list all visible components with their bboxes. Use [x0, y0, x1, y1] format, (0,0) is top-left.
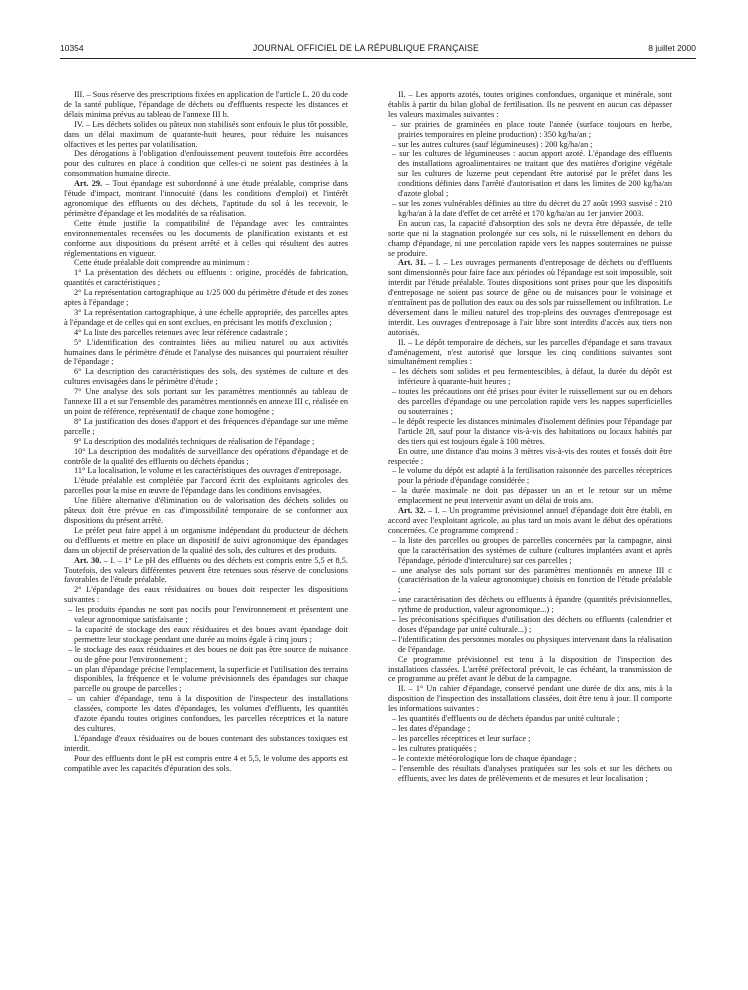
- list-item: [388, 486, 672, 506]
- paragraph-text: les produits épandus ne sont pas nocifs pour l'environnement et présentent une valeur agronomique satisfaisante ;: [74, 605, 348, 625]
- paragraph-text: les parcelles réceptrices et leur surface ;: [398, 733, 531, 743]
- paragraph-text: 10° La description des modalités de surveillance des opérations d'épandage et de contrôle de la qualité des effluents ou déchets épandus ;: [64, 446, 348, 466]
- paragraph-text: une analyse des sols portant sur des paramètres mentionnés en annexe III c (caractérisation de la valeur agronomique) choisis en fonction de l'étude préalable ;: [398, 565, 672, 595]
- article-heading: Art. 30.: [74, 555, 102, 565]
- paragraph: [64, 149, 348, 179]
- paragraph-text: Des dérogations à l'obligation d'enfouissement peuvent toutefois être accordées pour des cultures en place à condition que celles-ci ne soient pas destinées à la consommation humaine directe.: [64, 149, 348, 179]
- paragraph: [388, 90, 672, 120]
- list-item: [64, 605, 348, 625]
- paragraph-text: 8° La justification des doses d'apport et des fréquences d'épandage sur une même parcelle ;: [64, 416, 348, 436]
- paragraph: [64, 476, 348, 496]
- paragraph: [388, 219, 672, 259]
- page-number: 10354: [60, 43, 84, 53]
- list-item: [388, 635, 672, 655]
- paragraph: [64, 219, 348, 259]
- paragraph-text: 7° Une analyse des sols portant sur les paramètres mentionnés au tableau de l'annexe III a et sur l'ensemble des paramètres mentionnés en annexe III c, réalisée en un point de référence, représentatif de chaque zone homogène ;: [64, 387, 348, 416]
- paragraph: [64, 288, 348, 308]
- paragraph-text: II. – 1° Un cahier d'épandage, conservé pendant une durée de dix ans, mis à la disposition de l'inspection des installations classées, doit être tenu à jour. Il comporte les informations suivantes :: [388, 684, 672, 714]
- paragraph-text: L'étude préalable est complétée par l'accord écrit des exploitants agricoles des parcelles pour la mise en œuvre de l'épandage dans les conditions envisagées.: [64, 476, 348, 496]
- list-item: [388, 714, 672, 724]
- list-item: [388, 734, 672, 744]
- paragraph-text: l'identification des personnes morales ou physiques intervenant dans la réalisation de l'épandage.: [398, 634, 673, 654]
- right-column: [388, 90, 672, 783]
- paragraph: [64, 258, 348, 268]
- paragraph-text: – Tout épandage est subordonné à une étude préalable, comprise dans l'étude d'impact, montrant l'innocuité (dans les conditions d'emploi) et l'intérêt agronomique des effluents ou des déchets, l'aptitude du sol à les recevoir, le périmètre d'épandage et les modalités de sa réalisation.: [64, 179, 348, 218]
- list-item: [388, 120, 672, 140]
- list-item: [64, 645, 348, 665]
- list-item: [64, 665, 348, 695]
- paragraph-text: la liste des parcelles ou groupes de parcelles concernées par la campagne, ainsi que la caractérisation des systèmes de culture (cultures implantées avant et après l'épandage, période d'interculture) sur ces parcelles ;: [398, 535, 672, 565]
- list-item: [388, 140, 672, 150]
- article-heading: Art. 31.: [398, 258, 426, 268]
- paragraph: [64, 338, 348, 368]
- list-item: [388, 724, 672, 734]
- paragraph-text: – I. – 1° Le pH des effluents ou des déchets est compris entre 5,5 et 8,5. Toutefois, des valeurs différentes peuvent être retenues sous réserve de conclusions favorables de l'étude préalable.: [64, 555, 348, 585]
- paragraph-text: un cahier d'épandage, tenu à la disposition de l'inspecteur des installations classées, comporte les dates d'épandages, les volumes d'effluents, les quantités d'azote épandu toutes origines confondues, les parcelles réceptrices et la nature des cultures.: [74, 694, 348, 733]
- paragraph-text: Une filière alternative d'élimination ou de valorisation des déchets solides ou pâteux doit être prévue en cas d'impossibilité temporaire de se conformer aux dispositions du présent arrêté.: [64, 496, 348, 525]
- list-item: [388, 367, 672, 387]
- paragraph-text: IV. – Les déchets solides ou pâteux non stabilisés sont enfouis le plus tôt possible, dans un délai maximum de quarante-huit heures, pour réduire les nuisances olfactives et les pertes par volatilisation.: [64, 119, 348, 149]
- list-item: [388, 149, 672, 199]
- paragraph-text: L'épandage d'eaux résiduaires ou de boues contenant des substances toxiques est interdit.: [64, 733, 348, 753]
- list-item: [388, 536, 672, 566]
- list-item: [388, 744, 672, 754]
- left-column: [64, 90, 348, 774]
- paragraph-text: 11° La localisation, le volume et les caractéristiques des ouvrages d'entreposage.: [74, 466, 342, 476]
- paragraph-text: sur prairies de graminées en place toute l'année (surface toujours en herbe, prairies temporaires en pleine production) : 350 kg/ha/an ;: [398, 119, 672, 139]
- paragraph: [64, 496, 348, 526]
- paragraph-text: la capacité de stockage des eaux résiduaires et des boues avant épandage doit permettre leur stockage pendant une durée au moins égale à cinq jours ;: [74, 624, 348, 644]
- page-header: [60, 40, 696, 56]
- paragraph: [388, 506, 672, 536]
- list-item: [388, 466, 672, 486]
- list-item: [388, 595, 672, 615]
- paragraph-text: le stockage des eaux résiduaires et des boues ne doit pas être source de nuisance ou de gêne pour l'environnement ;: [74, 644, 348, 664]
- paragraph-text: Cette étude justifie la compatibilité de l'épandage avec les contraintes environnementales recensées ou les documents de planification existants et est conforme aux dispositions du présent arrêté et à celles qui résultent des autres réglementations en vigueur.: [64, 218, 348, 258]
- paragraph-text: l'ensemble des résultats d'analyses pratiquées sur les sols et sur les déchets ou effluents, avec les dates de prélèvements et de mesures et leur localisation ;: [398, 763, 672, 783]
- paragraph: [64, 90, 348, 120]
- paragraph-text: 3° La représentation cartographique, à une échelle appropriée, des parcelles aptes à l'épandage et de celles qui en sont exclues, en précisant les motifs d'exclusion ;: [64, 307, 348, 327]
- article-heading: Art. 32.: [398, 506, 426, 516]
- list-item: [388, 615, 672, 635]
- article-heading: Art. 29.: [74, 179, 103, 189]
- list-item: [388, 417, 672, 447]
- paragraph: [64, 367, 348, 387]
- paragraph: [64, 437, 348, 447]
- paragraph-text: 6° La description des caractéristiques des sols, des systèmes de culture et des cultures envisagées dans le périmètre d'étude ;: [64, 367, 348, 387]
- paragraph-text: II. – Les apports azotés, toutes origines confondues, organique et minérale, sont établis à partir du bilan global de fertilisation. Ils ne peuvent en aucun cas dépasser les valeurs maximales suivantes :: [388, 90, 672, 119]
- paragraph-text: une caractérisation des déchets ou effluents à épandre (quantités prévisionnelles, rythme de production, valeur agronomique...) ;: [398, 595, 672, 615]
- paragraph-text: le dépôt respecte les distances minimales d'isolement définies pour l'épandage par l'article 28, sauf pour la distance vis-à-vis des habitations ou locaux habités par des tiers qui est toujours égale à 100 mètres.: [398, 416, 672, 446]
- paragraph: [64, 466, 348, 476]
- paragraph-text: le contexte météorologique lors de chaque épandage ;: [398, 753, 577, 763]
- paragraph: [388, 447, 672, 467]
- paragraph: [64, 328, 348, 338]
- paragraph-text: En aucun cas, la capacité d'absorption des sols ne devra être dépassée, de telle sorte que ni la stagnation prolongée sur ces sols, ni le ruissellement en dehors du champ d'épandage, ni une percolation rapide vers les nappes souterraines ne puisse se produire.: [388, 218, 672, 258]
- paragraph-text: sur les cultures de légumineuses : aucun apport azoté. L'épandage des effluents des installations agroalimentaires ne traitant que des matières d'origine végétale sur les cultures de luzerne peut cependant être autorisé par le préfet dans les conditions définies dans l'arrêté d'autorisation et dans les limites de 200 kg/ha/an d'azote global ;: [398, 149, 672, 199]
- paragraph: [64, 417, 348, 437]
- paragraph: [64, 526, 348, 556]
- paragraph-text: 4° La liste des parcelles retenues avec leur référence cadastrale ;: [74, 327, 288, 337]
- paragraph: [64, 308, 348, 328]
- paragraph: [388, 684, 672, 714]
- paragraph: [64, 179, 348, 219]
- paragraph: [64, 734, 348, 754]
- list-item: [388, 199, 672, 219]
- list-item: [64, 625, 348, 645]
- paragraph: [388, 258, 672, 337]
- publication-date: 8 juillet 2000: [648, 43, 696, 53]
- paragraph-text: le volume du dépôt est adapté à la fertilisation raisonnée des parcelles réceptrices pour la période d'épandage considérée ;: [398, 466, 672, 486]
- paragraph-text: 5° L'identification des contraintes liées au milieu naturel ou aux activités humaines dans le périmètre d'étude et l'analyse des nuisances qui pourraient résulter de l'épandage ;: [64, 337, 348, 367]
- paragraph-text: sur les autres cultures (sauf légumineuses) : 200 kg/ha/an ;: [398, 139, 593, 149]
- paragraph-text: Ce programme prévisionnel est tenu à la disposition de l'inspection des installations classées. L'arrêté préfectoral prévoit, le cas échéant, la transmission de ce programme au préfet avant le début de la campagne.: [388, 654, 672, 684]
- paragraph-text: 1° La présentation des déchets ou effluents : origine, procédés de fabrication, quantités et caractéristiques ;: [64, 268, 348, 288]
- list-item: [64, 694, 348, 734]
- paragraph: [64, 585, 348, 605]
- paragraph: [64, 120, 348, 150]
- paragraph-text: III. – Sous réserve des prescriptions fixées en application de l'article L. 20 du code de la santé publique, l'épandage de déchets ou d'effluents respecte les distances et délais minima prévus au tableau de l'annexe III b.: [64, 90, 348, 119]
- paragraph: [64, 268, 348, 288]
- paragraph-text: les préconisations spécifiques d'utilisation des déchets ou effluents (calendrier et doses d'épandage par unité culturale...) ;: [398, 615, 672, 634]
- paragraph-text: II. – Le dépôt temporaire de déchets, sur les parcelles d'épandage et sans travaux d'aménagement, n'est autorisé que lorsque les cinq conditions suivantes sont simultanément remplies :: [388, 337, 672, 367]
- list-item: [388, 387, 672, 417]
- paragraph-text: Le préfet peut faire appel à un organisme indépendant du producteur de déchets ou d'effluents et mettre en place un dispositif de suivi agronomique des épandages dans un objectif de préservation de la qualité des sols, des cultures et des produits.: [64, 525, 348, 555]
- paragraph: [64, 447, 348, 467]
- paragraph-text: 9° La description des modalités techniques de réalisation de l'épandage ;: [74, 436, 315, 446]
- list-item: [388, 566, 672, 596]
- paragraph-text: les dates d'épandage ;: [398, 724, 470, 733]
- paragraph-text: la durée maximale ne doit pas dépasser un an et le retour sur un même emplacement ne peut intervenir avant un délai de trois ans.: [398, 486, 672, 506]
- list-item: [388, 764, 672, 784]
- paragraph-text: un plan d'épandage précise l'emplacement, la superficie et l'utilisation des terrains disponibles, la fréquence et le volume prévisionnels des épandages sur chaque parcelle ou groupe de parcelles ;: [74, 664, 348, 694]
- journal-title: JOURNAL OFFICIEL DE LA RÉPUBLIQUE FRANÇAISE: [252, 43, 479, 53]
- paragraph-text: les quantités d'effluents ou de déchets épandus par unité culturale ;: [398, 714, 620, 724]
- paragraph-text: les cultures pratiquées ;: [398, 743, 477, 753]
- paragraph: [388, 338, 672, 368]
- paragraph: [64, 754, 348, 774]
- paragraph-text: – I. – Les ouvrages permanents d'entreposage de déchets ou d'effluents sont dimensionnés pour faire face aux périodes où l'épandage est soit impossible, soit interdit par l'étude préalable. Toutes dispositions sont prises pour que les dispositifs d'entreposage ne soient pas source de gêne ou de nuisances pour le voisinage et n'entraînent pas de pollution des eaux ou des sols par ruissellement ou infiltration. Le déversement dans le milieu naturel des trop-pleins des ouvrages d'entreposage est interdit. Les ouvrages d'entreposage à l'air libre sont interdits d'accès aux tiers non autorisés.: [388, 258, 672, 337]
- paragraph: [388, 655, 672, 685]
- paragraph-text: – I. – Un programme prévisionnel annuel d'épandage doit être établi, en accord avec l'exploitant agricole, au plus tard un mois avant le début des opérations concernées. Ce programme comprend :: [388, 506, 672, 535]
- paragraph-text: En outre, une distance d'au moins 3 mètres vis-à-vis des routes et fossés doit être respectée :: [388, 446, 672, 466]
- paragraph: [64, 556, 348, 586]
- list-item: [388, 754, 672, 764]
- paragraph-text: 2° L'épandage des eaux résiduaires ou boues doit respecter les dispositions suivantes :: [64, 585, 348, 605]
- paragraph-text: les déchets sont solides et peu fermentescibles, à défaut, la durée du dépôt est inférieure à quarante-huit heures ;: [398, 367, 672, 387]
- paragraph-text: toutes les précautions ont été prises pour éviter le ruissellement sur ou en dehors des parcelles d'épandage ou une percolation rapide vers les nappes superficielles ou souterraines ;: [398, 387, 672, 416]
- paragraph-text: 2° La représentation cartographique au 1/25 000 du périmètre d'étude et des zones aptes à l'épandage ;: [64, 288, 348, 308]
- paragraph-text: Pour des effluents dont le pH est compris entre 4 et 5,5, le volume des apports est compatible avec les capacités d'épuration des sols.: [64, 753, 348, 773]
- paragraph-text: Cette étude préalable doit comprendre au minimum :: [74, 258, 250, 268]
- paragraph: [64, 387, 348, 417]
- paragraph-text: sur les zones vulnérables définies au titre du décret du 27 août 1993 susvisé : 210 kg/ha/an à la date d'effet de cet arrêté et 170 kg/ha/an au 1er janvier 2003.: [398, 198, 672, 218]
- header-rule: [60, 58, 696, 59]
